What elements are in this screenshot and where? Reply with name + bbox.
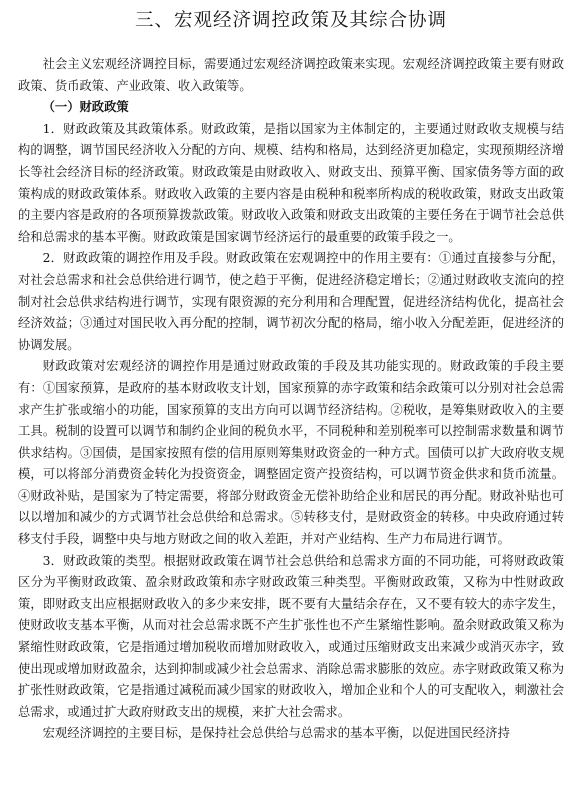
- page-title: 三、宏观经济调控政策及其综合协调: [134, 10, 447, 31]
- section-heading: （一）财政政策: [42, 100, 129, 115]
- intro-paragraph: 社会主义宏观经济调控目标，需要通过宏观经济调控政策来实现。宏观经济调控政策主要有财政政策、货币政策、产业政策、收入政策等。: [18, 57, 564, 93]
- paragraph-macro-goal: 宏观经济调控的主要目标，是保持社会总供给与总需求的基本平衡，以促进国民经济持: [42, 726, 510, 741]
- paragraph-fiscal-policy-role: 2．财政政策的调控作用及手段。财政政策在宏观调控中的作用主要有：①通过直接参与分配，对社会总需求和社会总供给进行调节，使之趋于平衡，促进经济稳定增长；②通过财政收支流向的控制对社会总供求结构进行调节，实现有限资源的充分利用和合理配置，促进经济结构优化，提高社会经济效益；③通过对国民收入再分配的控制，调节初次分配的格局，缩小收入分配差距，促进经济的协调发展。: [18, 251, 564, 352]
- paragraph-fiscal-policy-system: 1．财政政策及其政策体系。财政政策，是指以国家为主体制定的，主要通过财政收支规模与结构的调整，调节国民经济收入分配的方向、规模、结构和格局，达到经济更加稳定，实现预期经济增长等社会经济目标的经济政策。财政政策是由财政收入、财政支出、预算平衡、国家债务等方面的政策构成的财政政策体系。财政收入政策的主要内容是由税种和税率所构成的税收政策，财政支出政策的主要内容是政府的各项预算拨款政策。财政收入政策和财政支出政策的主要任务在于调节社会总供给和总需求的基本平衡。财政政策是国家调节经济运行的最重要的政策手段之一。: [18, 121, 564, 244]
- paragraph-fiscal-policy-types: 3．财政政策的类型。根据财政政策在调节社会总供给和总需求方面的不同功能，可将财政政策区分为平衡财政政策、盈余财政政策和赤字财政政策三种类型。平衡财政政策，又称为中性财政政策，即财政支出应根据财政收入的多少来安排，既不要有大量结余存在，又不要有较大的赤字发生，使财政收支基本平衡，从而对社会总需求既不产生扩张性也不产生紧缩性影响。盈余财政政策又称为紧缩性财政政策，它是指通过增加税收而增加财政收入，或通过压缩财政支出来减少或消灭赤字，致使出现或增加财政盈余，达到抑制或减少社会总需求、消除总需求膨胀的效应。赤字财政政策又称为扩张性财政政策，它是指通过减税而减少国家的财政收入，增加企业和个人的可支配收入，刺激社会总需求，或通过扩大政府财政支出的规模，来扩大社会需求。: [18, 553, 564, 719]
- paragraph-fiscal-policy-tools: 财政政策对宏观经济的调控作用是通过财政政策的手段及其功能实现的。财政政策的手段主要有：①国家预算，是政府的基本财政收支计划，国家预算的赤字政策和结余政策可以分别对社会总需求产生扩张或缩小的功能，国家预算的支出方向可以调节经济结构。②税收，是筹集财政收入的主要工具。税制的设置可以调节和制约企业间的税负水平，不同税种和差别税率可以控制需求数量和调节供求结构。③国债，是国家按照有偿的信用原则筹集财政资金的一种方式。国债可以扩大政府收支规模，可以将部分消费资金转化为投资资金，调整固定资产投资结构，可以调节资金供求和货币流量。④财政补贴，是国家为了特定需要，将部分财政资金无偿补助给企业和居民的再分配。财政补贴也可以以增加和减少的方式调节社会总供给和总需求。⑤转移支付，是财政资金的转移。中央政府通过转移支付手段，调整中央与地方财政之间的收入差距，并对产业结构、生产力布局进行调节。: [18, 359, 564, 547]
